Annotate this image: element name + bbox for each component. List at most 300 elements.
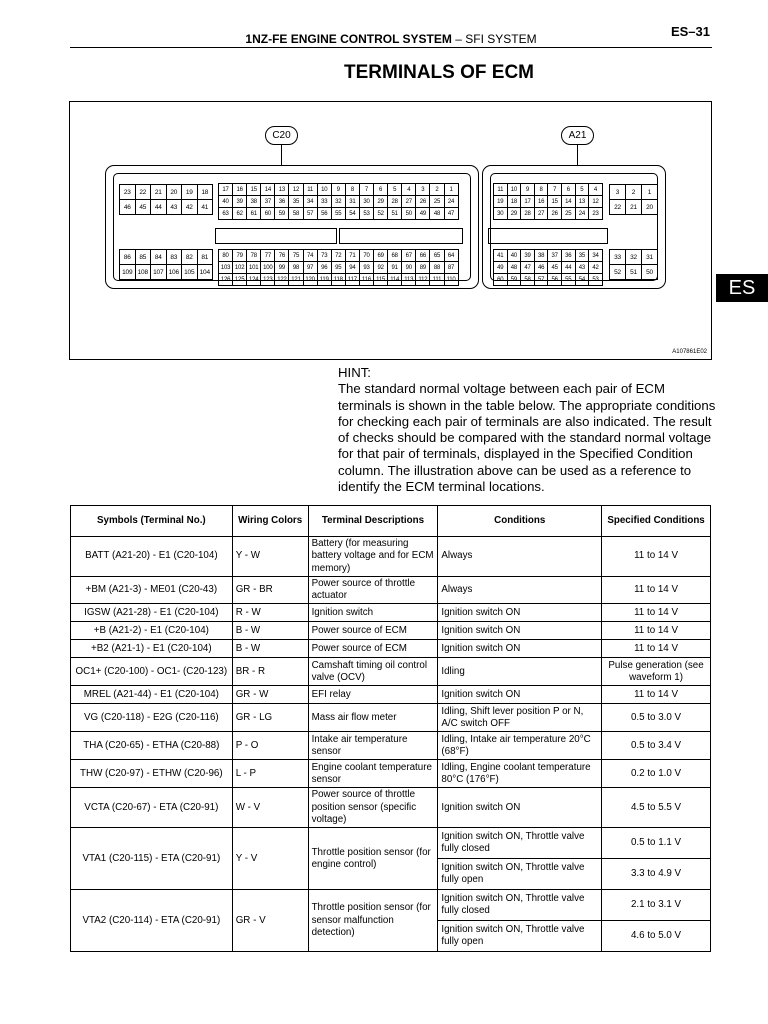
connector-pin: 20 (167, 185, 183, 200)
hint-block (338, 365, 716, 495)
connector-pin: 4 (589, 184, 603, 196)
connector-pin: 28 (388, 196, 402, 208)
cell-symbols: BATT (A21-20) - E1 (C20-104) (71, 537, 233, 577)
connector-pin: 5 (576, 184, 590, 196)
connector-pin: 31 (642, 250, 658, 265)
page-number: ES–31 (670, 24, 710, 39)
connector-pin: 23 (589, 208, 603, 220)
cell-specified-condition: 0.2 to 1.0 V (602, 760, 711, 788)
cell-wiring-colors: L - P (232, 760, 308, 788)
connector-pin: 6 (562, 184, 576, 196)
cell-symbols: VCTA (C20-67) - ETA (C20-91) (71, 788, 233, 828)
header-conditions: Conditions (438, 506, 602, 537)
cell-wiring-colors: GR - BR (232, 576, 308, 604)
connector-pin: 73 (318, 250, 332, 262)
cell-specified-condition: 0.5 to 1.1 V (602, 828, 711, 859)
connector-pin: 82 (182, 250, 198, 265)
cell-condition: Ignition switch ON, Throttle valve fully open (438, 921, 602, 952)
connector-pin: 66 (416, 250, 430, 262)
cell-specified-condition: 11 to 14 V (602, 576, 711, 604)
connector-pin: 119 (318, 274, 332, 286)
pin-grid-c20-lower-main (218, 249, 459, 286)
connector-pin: 26 (548, 208, 562, 220)
cell-symbols: +B (A21-2) - E1 (C20-104) (71, 622, 233, 640)
connector-pin: 39 (521, 250, 535, 262)
connector-pin: 7 (548, 184, 562, 196)
connector-pin: 93 (360, 262, 374, 274)
connector-pin: 29 (508, 208, 522, 220)
connector-pin: 101 (247, 262, 261, 274)
cell-condition: Idling (438, 658, 602, 686)
cell-wiring-colors: B - W (232, 640, 308, 658)
cell-description: Power source of throttle actuator (308, 576, 438, 604)
table-body (71, 537, 711, 952)
cell-symbols: +BM (A21-3) - ME01 (C20-43) (71, 576, 233, 604)
connector-pin: 55 (332, 208, 346, 220)
figure-code: A107861E02 (672, 349, 707, 355)
connector-pin: 13 (576, 196, 590, 208)
pin-grid-a21-lower-main (493, 249, 603, 286)
header-title (70, 32, 712, 46)
connector-pin: 111 (430, 274, 444, 286)
connector-pin: 22 (136, 185, 152, 200)
connector-pin: 106 (167, 265, 183, 280)
table-header-row (71, 506, 711, 537)
cell-description: EFI relay (308, 686, 438, 704)
connector-pin: 96 (318, 262, 332, 274)
cell-condition: Ignition switch ON, Throttle valve fully open (438, 859, 602, 890)
connector-pin: 14 (261, 184, 275, 196)
connector-pin: 24 (445, 196, 459, 208)
connector-pin: 11 (304, 184, 318, 196)
connector-pin: 12 (589, 196, 603, 208)
connector-pin: 54 (346, 208, 360, 220)
connector-pin: 16 (233, 184, 247, 196)
connector-pin: 102 (233, 262, 247, 274)
connector-pin: 103 (219, 262, 233, 274)
connector-pin: 29 (374, 196, 388, 208)
connector-pin: 9 (521, 184, 535, 196)
connector-pin: 15 (548, 196, 562, 208)
connector-pin: 90 (402, 262, 416, 274)
cell-symbols: VG (C20-118) - E2G (C20-116) (71, 704, 233, 732)
cell-symbols: +B2 (A21-1) - E1 (C20-104) (71, 640, 233, 658)
connector-pin: 26 (416, 196, 430, 208)
connector-pin: 123 (261, 274, 275, 286)
cell-condition: Ignition switch ON, Throttle valve fully closed (438, 828, 602, 859)
pin-grid-a21-upper-right (609, 184, 658, 215)
connector-pin: 49 (494, 262, 508, 274)
connector-pin: 59 (508, 274, 522, 286)
cell-condition: Ignition switch ON, Throttle valve fully closed (438, 890, 602, 921)
table-row (71, 658, 711, 686)
table-row (71, 604, 711, 622)
connector-pin: 99 (275, 262, 289, 274)
cell-condition: Idling, Shift lever position P or N, A/C switch OFF (438, 704, 602, 732)
cell-wiring-colors: P - O (232, 732, 308, 760)
connector-pin: 83 (167, 250, 183, 265)
connector-pin: 31 (346, 196, 360, 208)
connector-pin: 10 (508, 184, 522, 196)
connector-pin: 18 (198, 185, 214, 200)
connector-pin: 92 (374, 262, 388, 274)
connector-pin: 44 (562, 262, 576, 274)
connector-pin: 112 (416, 274, 430, 286)
cell-condition: Idling, Engine coolant temperature 80°C (176°F) (438, 760, 602, 788)
connector-pin: 120 (304, 274, 318, 286)
connector-pin: 116 (360, 274, 374, 286)
connector-pin: 104 (198, 265, 214, 280)
connector-pin: 84 (151, 250, 167, 265)
connector-pin: 56 (548, 274, 562, 286)
connector-pin: 53 (589, 274, 603, 286)
hint-label: HINT: (338, 365, 371, 380)
header-separator: – (455, 32, 462, 46)
table-row (71, 704, 711, 732)
connector-pin: 33 (610, 250, 626, 265)
connector-pin: 108 (136, 265, 152, 280)
cell-description: Engine coolant temperature sensor (308, 760, 438, 788)
connector-pin: 50 (402, 208, 416, 220)
connector-pin: 30 (494, 208, 508, 220)
connector-pin: 94 (346, 262, 360, 274)
connector-pin: 47 (521, 262, 535, 274)
cell-wiring-colors: GR - W (232, 686, 308, 704)
table-row (71, 890, 711, 921)
cell-specified-condition: 3.3 to 4.9 V (602, 859, 711, 890)
connector-pin: 18 (508, 196, 522, 208)
cell-specified-condition: 11 to 14 V (602, 604, 711, 622)
cell-specified-condition: 11 to 14 V (602, 537, 711, 577)
header-terminal-descriptions: Terminal Descriptions (308, 506, 438, 537)
connector-pin: 12 (289, 184, 303, 196)
connector-pin: 81 (198, 250, 214, 265)
connector-pin: 37 (548, 250, 562, 262)
cell-condition: Always (438, 537, 602, 577)
cell-specified-condition: 11 to 14 V (602, 686, 711, 704)
connector-pin: 21 (626, 200, 642, 215)
cell-symbols: VTA2 (C20-114) - ETA (C20-91) (71, 890, 233, 952)
connector-pin: 57 (535, 274, 549, 286)
cell-condition: Ignition switch ON (438, 640, 602, 658)
connector-pin: 28 (521, 208, 535, 220)
connector-pin: 60 (494, 274, 508, 286)
connector-pin: 65 (430, 250, 444, 262)
ecm-connector-figure (69, 101, 712, 360)
connector-label-c20: C20 (265, 126, 298, 145)
connector-pin: 118 (332, 274, 346, 286)
cell-wiring-colors: BR - R (232, 658, 308, 686)
cell-symbols: THA (C20-65) - ETHA (C20-88) (71, 732, 233, 760)
page-title: TERMINALS OF ECM (344, 62, 534, 83)
connector-pin: 1 (445, 184, 459, 196)
connector-pin: 51 (626, 265, 642, 280)
connector-pin: 11 (494, 184, 508, 196)
connector-pin: 55 (562, 274, 576, 286)
connector-label-a21: A21 (561, 126, 594, 145)
connector-pin: 71 (346, 250, 360, 262)
connector-pin: 13 (275, 184, 289, 196)
table-row (71, 640, 711, 658)
connector-pin: 43 (576, 262, 590, 274)
connector-pin: 51 (388, 208, 402, 220)
connector-pin: 33 (318, 196, 332, 208)
cell-description: Intake air temperature sensor (308, 732, 438, 760)
connector-pin: 3 (610, 185, 626, 200)
section-tab-es[interactable]: ES (716, 274, 768, 302)
connector-pin: 114 (388, 274, 402, 286)
pin-grid-c20-lower-left (119, 249, 213, 280)
connector-pin: 109 (120, 265, 136, 280)
cell-condition: Ignition switch ON (438, 788, 602, 828)
connector-pin: 80 (219, 250, 233, 262)
connector-pin: 86 (120, 250, 136, 265)
cell-description: Power source of ECM (308, 640, 438, 658)
connector-pin: 15 (247, 184, 261, 196)
connector-pin: 78 (247, 250, 261, 262)
connector-pin: 87 (445, 262, 459, 274)
connector-pin: 85 (136, 250, 152, 265)
connector-leader-a21 (577, 145, 578, 165)
cell-specified-condition: 11 to 14 V (602, 622, 711, 640)
connector-pin: 2 (626, 185, 642, 200)
connector-pin: 124 (247, 274, 261, 286)
cell-wiring-colors: GR - LG (232, 704, 308, 732)
connector-pin: 7 (360, 184, 374, 196)
connector-pin: 69 (374, 250, 388, 262)
connector-pin: 45 (548, 262, 562, 274)
connector-pin: 46 (535, 262, 549, 274)
connector-pin: 42 (182, 200, 198, 215)
connector-pin: 35 (576, 250, 590, 262)
connector-pin: 5 (388, 184, 402, 196)
connector-pin: 35 (289, 196, 303, 208)
ecm-terminal-table (70, 505, 711, 952)
connector-pin: 17 (219, 184, 233, 196)
connector-pin: 89 (416, 262, 430, 274)
cell-description: Throttle position sensor (for engine control) (308, 828, 438, 890)
connector-pin: 125 (233, 274, 247, 286)
connector-key-bar-c20-left (215, 228, 337, 244)
connector-pin: 79 (233, 250, 247, 262)
connector-pin: 27 (402, 196, 416, 208)
connector-pin: 16 (535, 196, 549, 208)
connector-pin: 72 (332, 250, 346, 262)
connector-pin: 19 (494, 196, 508, 208)
connector-pin: 98 (289, 262, 303, 274)
connector-pin: 44 (151, 200, 167, 215)
connector-pin: 107 (151, 265, 167, 280)
connector-pin: 20 (642, 200, 658, 215)
connector-pin: 25 (562, 208, 576, 220)
connector-pin: 64 (445, 250, 459, 262)
connector-pin: 30 (360, 196, 374, 208)
connector-pin: 58 (521, 274, 535, 286)
cell-specified-condition: 0.5 to 3.0 V (602, 704, 711, 732)
cell-condition: Ignition switch ON (438, 622, 602, 640)
connector-pin: 14 (562, 196, 576, 208)
connector-pin: 23 (120, 185, 136, 200)
connector-pin: 95 (332, 262, 346, 274)
cell-condition: Idling, Intake air temperature 20°C (68°F) (438, 732, 602, 760)
connector-pin: 68 (388, 250, 402, 262)
connector-pin: 48 (430, 208, 444, 220)
table-row (71, 760, 711, 788)
connector-pin: 47 (445, 208, 459, 220)
connector-pin: 3 (416, 184, 430, 196)
connector-pin: 36 (562, 250, 576, 262)
cell-description: Battery (for measuring battery voltage and for ECM memory) (308, 537, 438, 577)
cell-symbols: MREL (A21-44) - E1 (C20-104) (71, 686, 233, 704)
connector-pin: 53 (360, 208, 374, 220)
connector-pin: 54 (576, 274, 590, 286)
connector-pin: 121 (289, 274, 303, 286)
connector-pin: 67 (402, 250, 416, 262)
connector-key-bar-c20-right (339, 228, 463, 244)
cell-description: Mass air flow meter (308, 704, 438, 732)
connector-pin: 70 (360, 250, 374, 262)
cell-description: Power source of ECM (308, 622, 438, 640)
cell-wiring-colors: R - W (232, 604, 308, 622)
connector-pin: 74 (304, 250, 318, 262)
connector-pin: 8 (535, 184, 549, 196)
cell-wiring-colors: W - V (232, 788, 308, 828)
header-wiring-colors: Wiring Colors (232, 506, 308, 537)
connector-pin: 48 (508, 262, 522, 274)
connector-pin: 52 (374, 208, 388, 220)
connector-pin: 41 (198, 200, 214, 215)
cell-wiring-colors: GR - V (232, 890, 308, 952)
connector-pin: 50 (642, 265, 658, 280)
connector-pin: 100 (261, 262, 275, 274)
connector-pin: 45 (136, 200, 152, 215)
connector-pin: 110 (445, 274, 459, 286)
connector-pin: 39 (233, 196, 247, 208)
cell-specified-condition: Pulse generation (see waveform 1) (602, 658, 711, 686)
connector-pin: 38 (247, 196, 261, 208)
header-specified-conditions: Specified Conditions (602, 506, 711, 537)
cell-description: Camshaft timing oil control valve (OCV) (308, 658, 438, 686)
cell-specified-condition: 4.5 to 5.5 V (602, 788, 711, 828)
connector-pin: 97 (304, 262, 318, 274)
connector-pin: 40 (219, 196, 233, 208)
connector-pin: 32 (626, 250, 642, 265)
connector-pin: 25 (430, 196, 444, 208)
connector-pin: 59 (275, 208, 289, 220)
connector-pin: 32 (332, 196, 346, 208)
connector-pin: 1 (642, 185, 658, 200)
connector-pin: 49 (416, 208, 430, 220)
connector-pin: 22 (610, 200, 626, 215)
connector-pin: 34 (589, 250, 603, 262)
cell-wiring-colors: B - W (232, 622, 308, 640)
connector-key-bar-a21 (488, 228, 608, 244)
connector-pin: 117 (346, 274, 360, 286)
connector-pin: 60 (261, 208, 275, 220)
connector-pin: 113 (402, 274, 416, 286)
connector-pin: 8 (346, 184, 360, 196)
cell-symbols: VTA1 (C20-115) - ETA (C20-91) (71, 828, 233, 890)
cell-wiring-colors: Y - V (232, 828, 308, 890)
connector-pin: 126 (219, 274, 233, 286)
cell-symbols: THW (C20-97) - ETHW (C20-96) (71, 760, 233, 788)
table-row (71, 788, 711, 828)
cell-specified-condition: 11 to 14 V (602, 640, 711, 658)
connector-pin: 52 (610, 265, 626, 280)
connector-pin: 36 (275, 196, 289, 208)
connector-pin: 76 (275, 250, 289, 262)
connector-pin: 105 (182, 265, 198, 280)
connector-pin: 122 (275, 274, 289, 286)
header-system-title: 1NZ-FE ENGINE CONTROL SYSTEM (245, 32, 452, 46)
cell-description: Power source of throttle position sensor (specific voltage) (308, 788, 438, 828)
table-row (71, 732, 711, 760)
pin-grid-c20-upper-left (119, 184, 213, 215)
connector-pin: 34 (304, 196, 318, 208)
pin-grid-a21-lower-right (609, 249, 658, 280)
table-row (71, 537, 711, 577)
connector-pin: 63 (219, 208, 233, 220)
connector-pin: 58 (289, 208, 303, 220)
connector-pin: 46 (120, 200, 136, 215)
connector-pin: 40 (508, 250, 522, 262)
connector-pin: 75 (289, 250, 303, 262)
connector-pin: 62 (233, 208, 247, 220)
connector-pin: 10 (318, 184, 332, 196)
table-row (71, 576, 711, 604)
cell-description: Throttle position sensor (for sensor malfunction detection) (308, 890, 438, 952)
cell-symbols: IGSW (A21-28) - E1 (C20-104) (71, 604, 233, 622)
connector-pin: 21 (151, 185, 167, 200)
connector-pin: 42 (589, 262, 603, 274)
table-row (71, 686, 711, 704)
connector-pin: 4 (402, 184, 416, 196)
connector-pin: 37 (261, 196, 275, 208)
connector-pin: 77 (261, 250, 275, 262)
table-row (71, 828, 711, 859)
header-rule (70, 47, 712, 48)
cell-condition: Always (438, 576, 602, 604)
cell-description: Ignition switch (308, 604, 438, 622)
connector-pin: 91 (388, 262, 402, 274)
table-row (71, 622, 711, 640)
connector-pin: 56 (318, 208, 332, 220)
connector-pin: 24 (576, 208, 590, 220)
connector-pin: 41 (494, 250, 508, 262)
cell-wiring-colors: Y - W (232, 537, 308, 577)
cell-specified-condition: 0.5 to 3.4 V (602, 732, 711, 760)
header-symbols: Symbols (Terminal No.) (71, 506, 233, 537)
connector-pin: 43 (167, 200, 183, 215)
cell-condition: Ignition switch ON (438, 686, 602, 704)
connector-pin: 27 (535, 208, 549, 220)
cell-specified-condition: 4.6 to 5.0 V (602, 921, 711, 952)
connector-pin: 88 (430, 262, 444, 274)
connector-pin: 2 (430, 184, 444, 196)
connector-pin: 61 (247, 208, 261, 220)
connector-pin: 19 (182, 185, 198, 200)
connector-leader-c20 (281, 145, 282, 165)
header-subsystem-title: SFI SYSTEM (465, 32, 537, 46)
pin-grid-c20-upper-main (218, 183, 459, 220)
connector-pin: 6 (374, 184, 388, 196)
pin-grid-a21-upper-main (493, 183, 603, 220)
connector-pin: 38 (535, 250, 549, 262)
connector-pin: 115 (374, 274, 388, 286)
cell-condition: Ignition switch ON (438, 604, 602, 622)
cell-specified-condition: 2.1 to 3.1 V (602, 890, 711, 921)
connector-pin: 17 (521, 196, 535, 208)
